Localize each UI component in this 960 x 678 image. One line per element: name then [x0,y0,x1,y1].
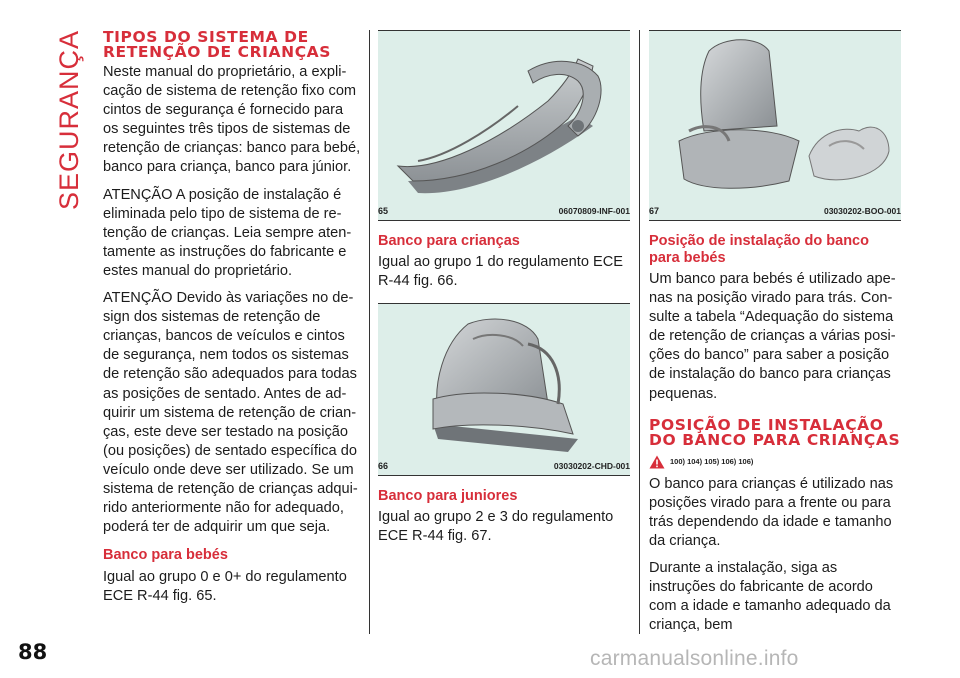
warning-refs-text: 100) 104) 105) 106) 106) [670,457,754,467]
sub-heading: Banco para bebés [103,547,228,564]
figure-code: 03030202-BOO-001 [823,205,901,216]
paragraph: Igual ao grupo 1 do regulamento ECE R-44 fig. 66. [378,254,624,290]
warning-triangle-icon [649,455,665,469]
section-heading: TIPOS DO SISTEMA DE RETENÇÃO DE CRIANÇAS [103,28,332,61]
sub-heading: Banco para crianças [378,233,520,249]
figure-66 [378,303,630,476]
column-divider [639,30,640,634]
section-heading: POSIÇÃO DE INSTALAÇÃO DO BANCO PARA CRIANÇAS [649,415,901,449]
sub-heading: Posição de instalação do banco para bebés [649,233,869,266]
booster-seats-icon [649,31,901,201]
figure-number: 66 [378,460,389,471]
figure-code: 06070809-INF-001 [558,205,630,216]
column-2 [378,30,630,546]
paragraph: Um banco para bebés é utilizado ape-nas na posição virado para trás. Con-sulte a tabela “Adequação do sistema de retenção de crianças a várias posi-ções do banco” para saber a posição de instalação do banco para crianças pequenas. [649,271,896,402]
paragraph: O banco para crianças é utilizado nas posições virado para a frente ou para trás dependendo da idade e tamanho da criança. [649,475,894,549]
section-label-text: SEGURANÇA [53,30,84,211]
figure-65 [378,30,630,221]
figure-number: 67 [649,205,660,216]
paragraph: Igual ao grupo 2 e 3 do regulamento ECE R-44 fig. 67. [378,509,614,545]
figure-caption [378,201,630,221]
sub-heading: Banco para juniores [378,488,518,505]
paragraph: Igual ao grupo 0 e 0+ do regulamento ECE R-44 fig. 65. [103,569,347,605]
watermark: carmanualsonline.info [590,647,799,670]
child-seat-icon [378,304,630,456]
paragraph: ATENÇÃO Devido às variações no de-sign dos sistemas de retenção de crianças, bancos de veículos e cintos de segurança, nem todos os sistemas de retenção são adequados para todas as posições de sentado. Antes de ad-quirir um sistema de retenção de crian-ças, este deve ser testado na posição (ou posições) de sentado específica do veículo onde deve ser utilizado. Se um sistema de retenção de crianças adqui-rido anteriormente não for adequado, poderá ter de adquirir um que seja. [103,290,358,536]
page-number: 88 [18,640,48,664]
paragraph: ATENÇÃO A posição de instalação é eliminada pelo tipo de sistema de re-tenção de crianças. Leia sempre aten-tamente as instruções do fabricante e estes manual do proprietário. [103,186,352,279]
column-1 [103,30,361,606]
infant-carrier-seat-icon [378,31,630,201]
figure-caption [649,201,901,221]
column-3 [649,30,901,635]
warning-references [649,455,901,469]
section-label [52,30,86,211]
figure-number: 65 [378,205,389,216]
figure-code: 03030202-CHD-001 [553,460,630,471]
figure-caption [378,456,630,476]
figure-67 [649,30,901,221]
paragraph: Neste manual do proprietário, a expli-cação de sistema de retenção fixo com cintos de segurança é fornecido para os seguintes três tipos de sistemas de retenção de crianças: banco para bebé, banco para criança, banco para júnior. [103,64,361,176]
paragraph: Durante a instalação, siga as instruções do fabricante de acordo com a idade e tamanho adequado da criança, bem [649,560,891,634]
column-divider [369,30,370,634]
